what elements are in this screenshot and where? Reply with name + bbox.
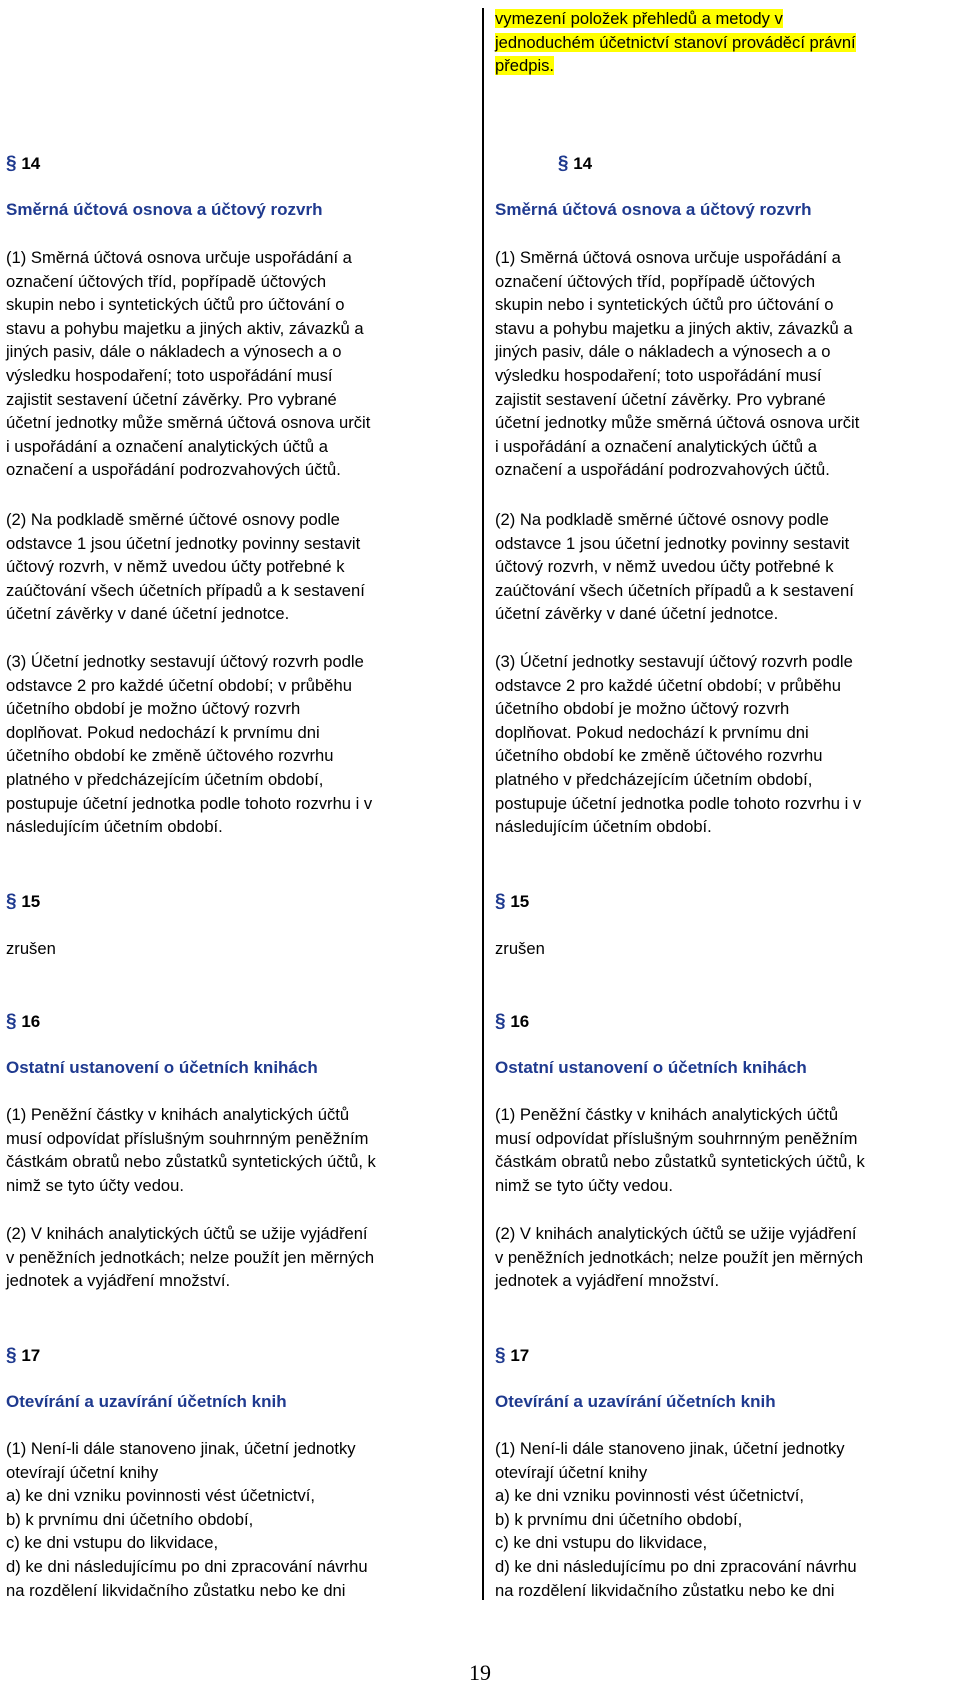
section-16-title: Ostatní ustanovení o účetních knihách [495,1058,807,1077]
section-symbol: § [6,153,17,174]
section-number: 16 [21,1012,41,1031]
highlighted-text: vymezení položek přehledů a metody v jednoduchém účetnictví stanoví prováděcí právní předpis. [495,9,856,76]
section-number: 14 [573,154,593,173]
section-symbol: § [495,891,506,912]
section-14-title: Směrná účtová osnova a účtový rozvrh [495,200,812,219]
section-14-heading [495,152,655,176]
section-16-title: Ostatní ustanovení o účetních knihách [6,1058,318,1077]
section-17-heading [495,1344,960,1368]
section-number: 16 [510,1012,530,1031]
section-symbol: § [495,1345,506,1366]
section-14-paragraph-2: (2) Na podkladě směrné účtové osnovy podle odstavce 1 jsou účetní jednotky povinny sestavit účtový rozvrh, v němž uvedou účty potřebné k zaúčtování všech účetních případů a k sestavení účetní závěrky v dané účetní jednotce. [495,510,854,624]
section-17-title: Otevírání a uzavírání účetních knih [495,1392,776,1411]
section-17-heading [6,1344,472,1368]
section-symbol: § [557,153,569,174]
section-14-paragraph-1: (1) Směrná účtová osnova určuje uspořádání a označení účtových tříd, popřípadě účtových skupin nebo i syntetických účtů pro účtování o stavu a pohybu majetku a jiných aktiv, závazků a jiných pasiv, dále o nákladech a výnosech a o výsledku hospodaření; toto uspořádání musí zajistit sestavení účetní závěrky. Pro vybrané účetní jednotky může směrná účtová osnova určit i uspořádání a označení analytických účtů a označení a uspořádání podrozvahových účtů. [6,248,371,480]
section-14-title: Směrná účtová osnova a účtový rozvrh [6,200,323,219]
section-15-text: zrušen [6,939,56,958]
section-16-paragraph-2: (2) V knihách analytických účtů se užije vyjádření v peněžních jednotkách; nelze použít jen měrných jednotek a vyjádření množství. [495,1224,864,1291]
section-number: 15 [510,892,530,911]
section-number: 17 [510,1346,530,1365]
section-14-paragraph-3: (3) Účetní jednotky sestavují účtový rozvrh podle odstavce 2 pro každé účetní období; v průběhu účetního období je možno účtový rozvrh doplňovat. Pokud nedochází k prvnímu dni účetního období ke změně účtového rozvrhu platného v předcházejícím účetním období, postupuje účetní jednotka podle tohoto rozvrhu i v následujícím účetním období. [6,652,373,837]
section-17-paragraph-1: (1) Není-li dále stanoveno jinak, účetní jednotky otevírají účetní knihy a) ke dni vzniku povinnosti vést účetnictví, b) k prvnímu dni účetního období, c) ke dni vstupu do likvidace, d) ke dni následujícímu po dni zpracování návrhu na rozdělení likvidačního zůstatku nebo ke dni [6,1439,368,1600]
section-16-paragraph-2: (2) V knihách analytických účtů se užije vyjádření v peněžních jednotkách; nelze použít jen měrných jednotek a vyjádření množství. [6,1224,375,1291]
section-number: 17 [21,1346,41,1365]
section-17-paragraph-1: (1) Není-li dále stanoveno jinak, účetní jednotky otevírají účetní knihy a) ke dni vzniku povinnosti vést účetnictví, b) k prvnímu dni účetního období, c) ke dni vstupu do likvidace, d) ke dni následujícímu po dni zpracování návrhu na rozdělení likvidačního zůstatku nebo ke dni [495,1439,857,1600]
section-16-heading [6,1010,472,1034]
section-number: 14 [21,154,41,173]
section-14-heading [6,152,472,176]
page-number: 19 [469,1660,491,1685]
top-note [495,7,960,78]
section-16-paragraph-1: (1) Peněžní částky v knihách analytických účtů musí odpovídat příslušným souhrnným peněžním částkám obratů nebo zůstatků syntetických účtů, k nimž se tyto účty vedou. [495,1105,865,1195]
column-divider [482,8,484,1600]
section-symbol: § [6,1345,17,1366]
section-symbol: § [495,1011,506,1032]
section-15-heading [6,890,472,914]
section-symbol: § [6,1011,17,1032]
section-16-paragraph-1: (1) Peněžní částky v knihách analytických účtů musí odpovídat příslušným souhrnným peněžním částkám obratů nebo zůstatků syntetických účtů, k nimž se tyto účty vedou. [6,1105,376,1195]
section-17-title: Otevírání a uzavírání účetních knih [6,1392,287,1411]
section-15-heading [495,890,960,914]
section-number: 15 [21,892,41,911]
section-14-paragraph-1: (1) Směrná účtová osnova určuje uspořádání a označení účtových tříd, popřípadě účtových skupin nebo i syntetických účtů pro účtování o stavu a pohybu majetku a jiných aktiv, závazků a jiných pasiv, dále o nákladech a výnosech a o výsledku hospodaření; toto uspořádání musí zajistit sestavení účetní závěrky. Pro vybrané účetní jednotky může směrná účtová osnova určit i uspořádání a označení analytických účtů a označení a uspořádání podrozvahových účtů. [495,248,860,480]
section-15-text: zrušen [495,939,545,958]
section-symbol: § [6,891,17,912]
section-14-paragraph-2: (2) Na podkladě směrné účtové osnovy podle odstavce 1 jsou účetní jednotky povinny sestavit účtový rozvrh, v němž uvedou účty potřebné k zaúčtování všech účetních případů a k sestavení účetní závěrky v dané účetní jednotce. [6,510,365,624]
section-16-heading [495,1010,960,1034]
section-14-paragraph-3: (3) Účetní jednotky sestavují účtový rozvrh podle odstavce 2 pro každé účetní období; v průběhu účetního období je možno účtový rozvrh doplňovat. Pokud nedochází k prvnímu dni účetního období ke změně účtového rozvrhu platného v předcházejícím účetním období, postupuje účetní jednotka podle tohoto rozvrhu i v následujícím účetním období. [495,652,862,837]
